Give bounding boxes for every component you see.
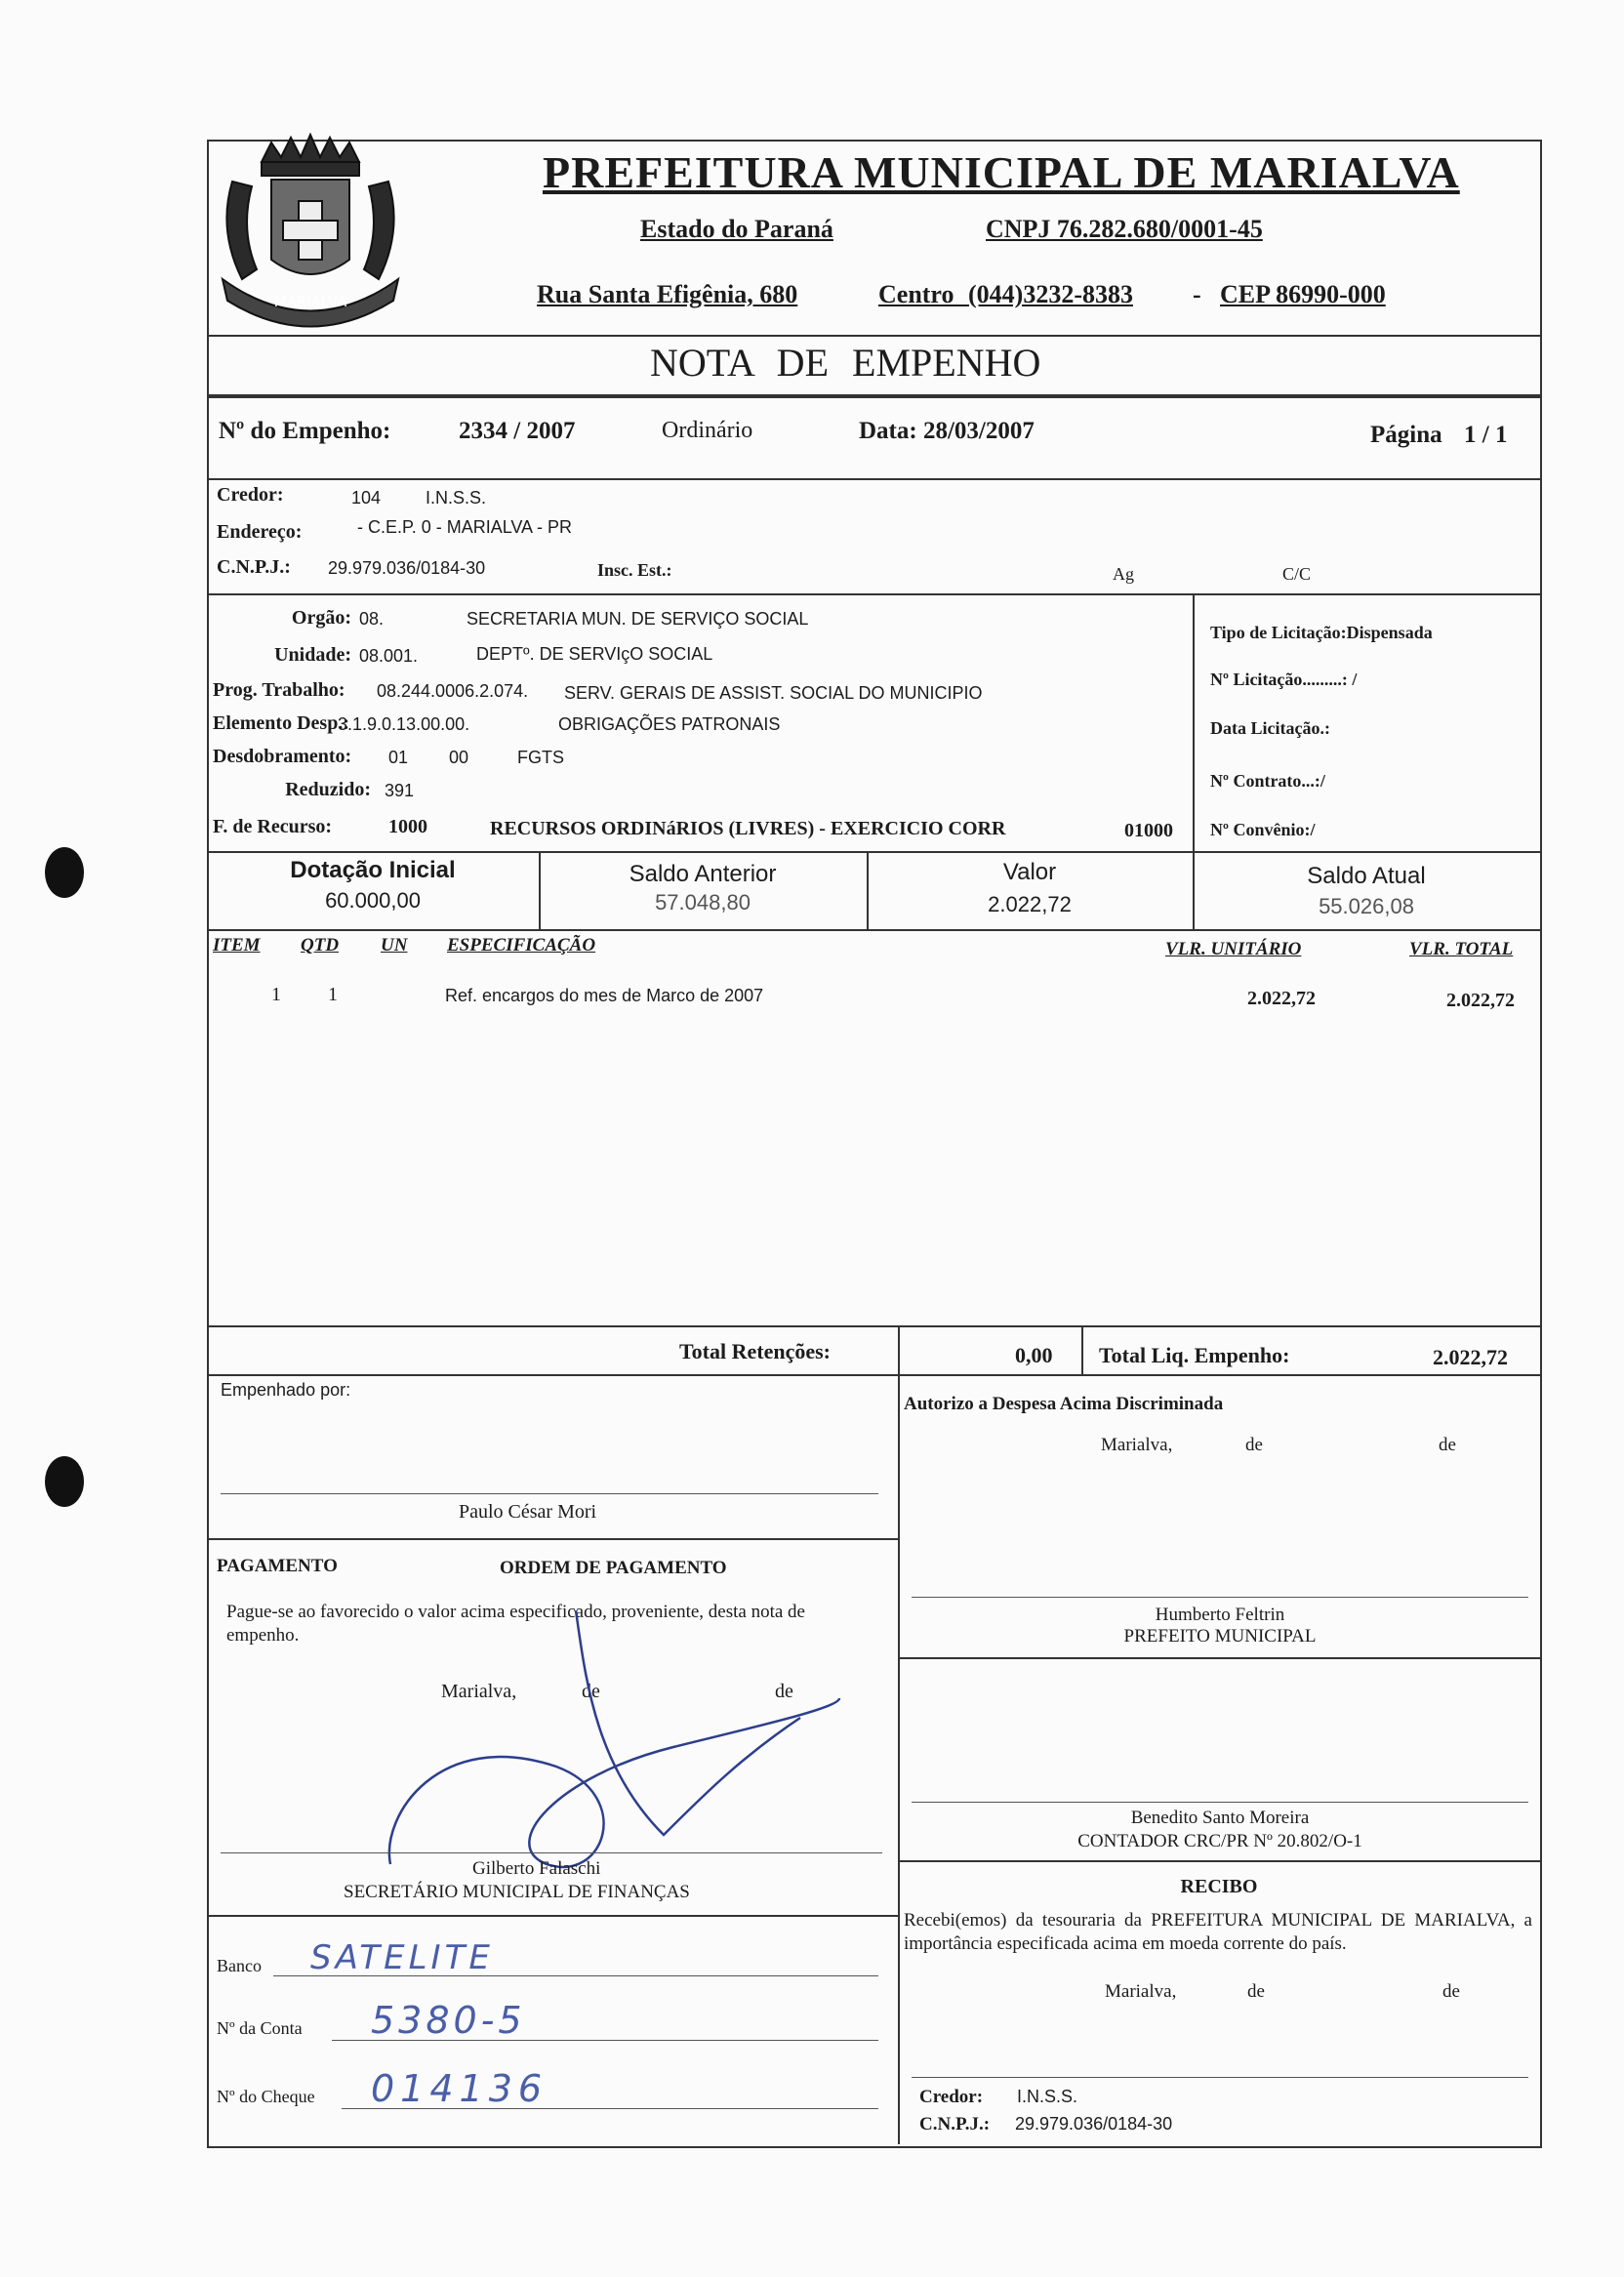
- contador-title: CONTADOR CRC/PR Nº 20.802/O-1: [1077, 1831, 1362, 1851]
- empenho-date: Data: 28/03/2007: [859, 418, 1035, 444]
- cheque-value: 014136: [371, 2067, 548, 2110]
- saldo-atual-value: 55.026,08: [1319, 894, 1414, 918]
- pagamento-de-1: de: [582, 1681, 600, 1702]
- licitacao-data: Data Licitação.:: [1210, 718, 1330, 738]
- recibo-cnpj-label: C.N.P.J.:: [919, 2114, 991, 2135]
- fonte-code-2: 01000: [1124, 820, 1173, 841]
- prefeito-name: Humberto Feltrin: [1155, 1605, 1285, 1625]
- unidade-code: 08.001.: [359, 646, 419, 666]
- divider: [207, 478, 1540, 480]
- divider: [207, 1915, 900, 1917]
- divider: [1081, 1325, 1083, 1374]
- ordem-pagamento: ORDEM DE PAGAMENTO: [500, 1558, 727, 1578]
- valor-label: Valor: [1002, 859, 1057, 885]
- punch-hole-bottom: [45, 1456, 84, 1507]
- signature-line: [912, 1802, 1528, 1803]
- elemento-label: Elemento Desp.:: [213, 712, 349, 734]
- secretario-title: SECRETÁRIO MUNICIPAL DE FINANÇAS: [344, 1882, 690, 1902]
- convenio-numero: Nº Convênio:/: [1210, 820, 1316, 839]
- pagamento-text: Pague-se ao favorecido o valor acima especificado, proveniente, desta nota de empenho.: [226, 1602, 805, 1646]
- pagamento-de-2: de: [775, 1681, 793, 1702]
- elemento-code: 3.1.9.0.13.00.00.: [338, 714, 470, 734]
- banco-value: SATELITE: [310, 1938, 494, 1977]
- empenho-type: Ordinário: [662, 418, 753, 443]
- elemento-name: OBRIGAÇÕES PATRONAIS: [558, 714, 781, 734]
- orgao-label: Orgão:: [291, 607, 351, 629]
- cheque-label: Nº do Cheque: [217, 2087, 315, 2106]
- col-header-unit-value: VLR. UNITÁRIO: [1165, 939, 1302, 959]
- recibo-de-1: de: [1247, 1981, 1265, 2002]
- row-item: 1: [271, 984, 281, 1005]
- col-header-spec: ESPECIFICAÇÃO: [447, 935, 596, 956]
- municipality-title: PREFEITURA MUNICIPAL DE MARIALVA: [543, 147, 1460, 197]
- retencoes-value: 0,00: [1015, 1343, 1053, 1367]
- cnpj-label: C.N.P.J.:: [217, 556, 291, 578]
- dotacao-value: 60.000,00: [325, 888, 421, 913]
- fonte-label: F. de Recurso:: [213, 816, 333, 837]
- divider: [207, 1374, 1540, 1376]
- divider: [1193, 593, 1195, 853]
- row-total-value: 2.022,72: [1446, 990, 1515, 1011]
- recibo-de-2: de: [1442, 1981, 1460, 2002]
- prog-name: SERV. GERAIS DE ASSIST. SOCIAL DO MUNICIPIO: [564, 683, 983, 703]
- state-name: Estado do Paraná: [640, 215, 833, 243]
- col-header-total-value: VLR. TOTAL: [1409, 939, 1514, 959]
- punch-hole-top: [45, 847, 84, 898]
- dotacao-label: Dotação Inicial: [290, 857, 456, 883]
- col-header-un: UN: [381, 935, 408, 956]
- conta-label: Nº da Conta: [217, 2018, 303, 2038]
- divider: [207, 335, 1540, 337]
- empenhado-label: Empenhado por:: [221, 1380, 351, 1400]
- recibo-city: Marialva,: [1105, 1981, 1177, 2002]
- reduzido-label: Reduzido:: [285, 779, 371, 800]
- banco-label: Banco: [217, 1956, 262, 1975]
- orgao-code: 08.: [359, 609, 385, 629]
- contrato-numero: Nº Contrato...:/: [1210, 771, 1325, 791]
- liq-empenho-value: 2.022,72: [1433, 1345, 1508, 1369]
- col-header-qtd: QTD: [301, 935, 340, 956]
- prog-label: Prog. Trabalho:: [213, 679, 345, 701]
- retencoes-label: Total Retenções:: [679, 1339, 831, 1363]
- credor-address: - C.E.P. 0 - MARIALVA - PR: [357, 517, 573, 537]
- crest-banner-text: MARIALVA: [273, 293, 347, 310]
- signature-line: [221, 1493, 878, 1494]
- desdobramento-label: Desdobramento:: [213, 746, 352, 767]
- col-header-item: ITEM: [213, 935, 261, 956]
- divider: [207, 593, 1540, 595]
- conta-value: 5380-5: [371, 1999, 526, 2042]
- empenhado-name: Paulo César Mori: [459, 1501, 597, 1523]
- divider: [898, 1374, 900, 2144]
- credor-label: Credor:: [217, 484, 284, 506]
- fonte-name: RECURSOS ORDINáRIOS (LIVRES) - EXERCICIO CORR: [490, 818, 1006, 839]
- divider: [207, 394, 1540, 398]
- recibo-credor-label: Credor:: [919, 2087, 984, 2107]
- secretario-name: Gilberto Falaschi: [472, 1858, 601, 1879]
- row-spec: Ref. encargos do mes de Marco de 2007: [445, 986, 764, 1005]
- contador-name: Benedito Santo Moreira: [1130, 1808, 1310, 1828]
- recibo-cnpj-value: 29.979.036/0184-30: [1015, 2114, 1173, 2134]
- municipal-crest: [213, 133, 408, 328]
- pagamento-label: PAGAMENTO: [217, 1556, 338, 1576]
- autorizo-de-2: de: [1439, 1435, 1456, 1455]
- divider: [207, 1538, 900, 1540]
- divider: [898, 1657, 1540, 1659]
- empenho-number-label: Nº do Empenho:: [219, 418, 391, 444]
- cc-label: C/C: [1282, 564, 1312, 584]
- saldo-anterior-value: 57.048,80: [655, 890, 751, 915]
- licitacao-tipo: Tipo de Licitação:Dispensada: [1210, 623, 1433, 642]
- signature-line: [912, 1597, 1528, 1598]
- page-number: 1 / 1: [1464, 422, 1508, 448]
- autorizo-label: Autorizo a Despesa Acima Discriminada: [904, 1394, 1224, 1414]
- document-title: NOTA DE EMPENHO: [650, 341, 1041, 385]
- recibo-text: Recebi(emos) da tesouraria da PREFEITURA MUNICIPAL DE MARIALVA, a importância especificada acima em moeda corrente do país.: [904, 1910, 1532, 1954]
- recibo-title: RECIBO: [1180, 1876, 1258, 1897]
- empenho-number: 2334 / 2007: [459, 418, 576, 444]
- licitacao-numero: Nº Licitação.........: /: [1210, 670, 1358, 689]
- prefeito-title: PREFEITO MUNICIPAL: [1123, 1626, 1317, 1647]
- valor-value: 2.022,72: [988, 892, 1072, 916]
- unidade-label: Unidade:: [274, 644, 351, 666]
- divider: [898, 1325, 900, 1374]
- credor-code: 104: [351, 488, 382, 508]
- recibo-credor-name: I.N.S.S.: [1017, 2087, 1078, 2106]
- orgao-name: SECRETARIA MUN. DE SERVIÇO SOCIAL: [467, 609, 809, 629]
- credor-name: I.N.S.S.: [426, 488, 487, 508]
- desdobramento-code-1: 01: [388, 748, 409, 767]
- divider: [207, 851, 1540, 853]
- header-dash: -: [1193, 280, 1201, 308]
- ie-label: Insc. Est.:: [597, 560, 672, 580]
- signature-line: [221, 1852, 882, 1853]
- divider: [207, 1325, 1540, 1327]
- prog-code: 08.244.0006.2.074.: [377, 681, 529, 701]
- ag-label: Ag: [1113, 564, 1134, 584]
- divider: [898, 1860, 1540, 1862]
- desdobramento-code-2: 00: [449, 748, 469, 767]
- saldo-anterior-label: Saldo Anterior: [629, 861, 777, 887]
- handwritten-signature: [381, 1601, 869, 1893]
- row-unit-value: 2.022,72: [1247, 988, 1316, 1009]
- row-qtd: 1: [328, 984, 338, 1005]
- saldo-atual-label: Saldo Atual: [1307, 863, 1426, 889]
- autorizo-de-1: de: [1245, 1435, 1263, 1455]
- divider: [207, 929, 1540, 931]
- desdobramento-name: FGTS: [517, 748, 564, 767]
- credor-cnpj: 29.979.036/0184-30: [328, 558, 486, 578]
- header-phone: Centro (044)3232-8383: [878, 280, 1133, 308]
- address-label: Endereço:: [217, 521, 303, 543]
- unidade-name: DEPTº. DE SERVIçO SOCIAL: [476, 644, 713, 664]
- header-cnpj: CNPJ 76.282.680/0001-45: [986, 215, 1263, 243]
- header-cep: CEP 86990-000: [1220, 280, 1386, 308]
- fonte-code: 1000: [388, 816, 427, 837]
- page-label: Página: [1370, 422, 1442, 448]
- table-row: [207, 976, 1540, 1015]
- liq-empenho-label: Total Liq. Empenho:: [1099, 1343, 1290, 1367]
- pagamento-city: Marialva,: [441, 1681, 517, 1702]
- autorizo-city: Marialva,: [1101, 1435, 1173, 1455]
- header-street: Rua Santa Efigênia, 680: [537, 280, 798, 308]
- signature-line: [912, 2077, 1528, 2078]
- reduzido-value: 391: [385, 781, 415, 800]
